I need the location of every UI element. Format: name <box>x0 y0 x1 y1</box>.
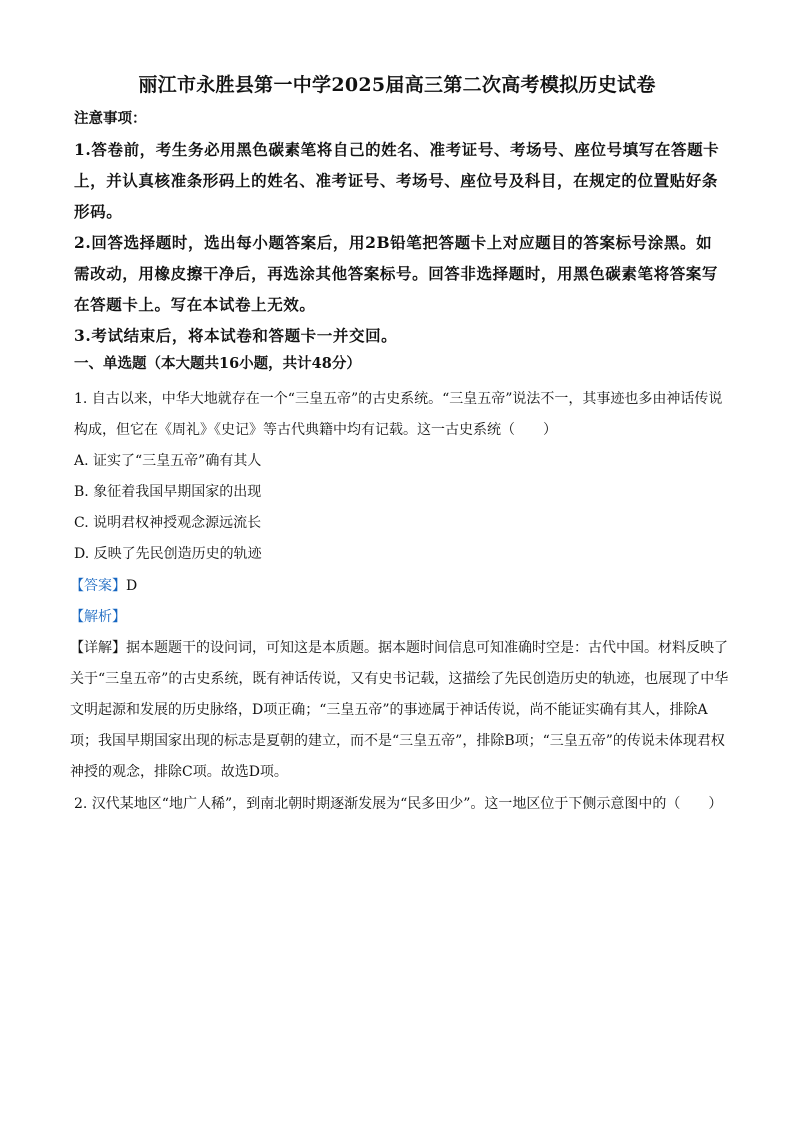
notice-item-1: 1.答卷前，考生务必用黑色碳素笔将自己的姓名、准考证号、考场号、座位号填写在答题卡上，并认真核准条形码上的姓名、准考证号、考场号、座位号及科目，在规定的位置贴好条形码。 <box>74 140 720 221</box>
question-1-option-d: D. 反映了先民创造历史的轨迹 <box>74 546 262 562</box>
question-1-detail <box>70 633 730 788</box>
notice-heading: 注意事项： <box>74 110 147 127</box>
question-1-option-b: B. 象征着我国早期国家的出现 <box>74 484 262 500</box>
answer-label: 【答案】 <box>70 578 126 594</box>
answer-value: D <box>126 578 138 594</box>
detail-label: 【详解】 <box>70 640 126 656</box>
question-2-stem: 2. 汉代某地区“地广人稀”，到南北朝时期逐渐发展为“民多田少”。这一地区位于下侧示意图中的（ ） <box>74 796 723 812</box>
notice-item-3: 3.考试结束后，将本试卷和答题卡一并交回。 <box>74 326 398 345</box>
section-heading: 一、单选题（本大题共16小题，共计48分） <box>74 355 361 372</box>
page-title: 丽江市永胜县第一中学2025届高三第二次高考模拟历史试卷 <box>138 74 656 96</box>
question-1-answer <box>70 571 137 602</box>
notice-item-2: 2.回答选择题时，选出每小题答案后，用2B铅笔把答题卡上对应题目的答案标号涂黑。如需改动，用橡皮擦干净后，再选涂其他答案标号。回答非选择题时，用黑色碳素笔将答案写在答题卡上。写在本试卷上无效。 <box>74 233 719 314</box>
detail-text: 据本题题干的设问词，可知这是本质题。据本题时间信息可知准确时空是：古代中国。材料反映了关于“三皇五帝”的古史系统，既有神话传说，又有史书记载，这描绘了先民创造历史的轨迹，也展现了中华文明起源和发展的历史脉络，D项正确；“三皇五帝”的事迹属于神话传说，尚不能证实确有其人，排除A项；我国早期国家出现的标志是夏朝的建立，而不是“三皇五帝”，排除B项；“三皇五帝”的传说未体现君权神授的观念，排除C项。故选D项。 <box>70 640 729 780</box>
analysis-label: 【解析】 <box>70 609 126 625</box>
question-1-stem: 1. 自古以来，中华大地就存在一个“三皇五帝”的古史系统。“三皇五帝”说法不一，其事迹也多由神话传说构成，但它在《周礼》《史记》等古代典籍中均有记载。这一古史系统（ ） <box>74 391 723 438</box>
question-1-option-a: A. 证实了“三皇五帝”确有其人 <box>74 453 262 469</box>
question-1-option-c: C. 说明君权神授观念源远流长 <box>74 515 262 531</box>
